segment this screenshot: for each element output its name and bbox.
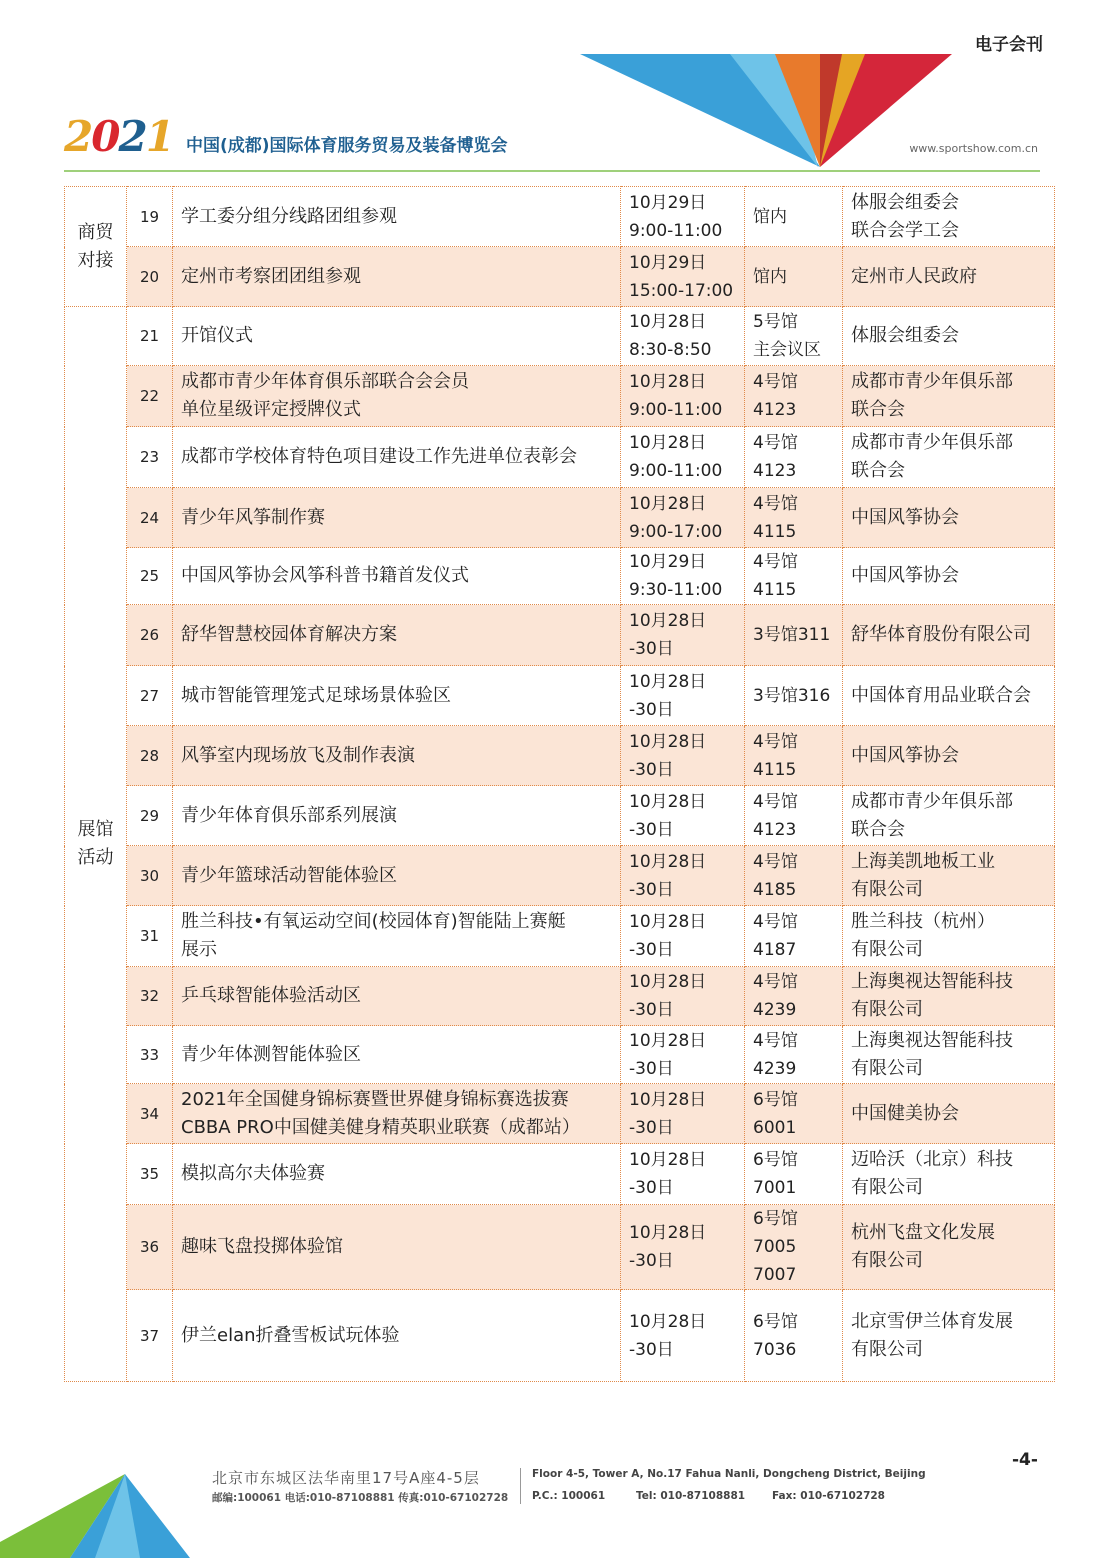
table-row <box>65 247 1055 307</box>
event-organizer: 中国风筝协会 <box>843 726 1055 786</box>
table-row <box>65 605 1055 666</box>
row-number: 35 <box>127 1144 173 1205</box>
event-organizer: 中国风筝协会 <box>843 488 1055 548</box>
event-organizer: 舒华体育股份有限公司 <box>843 605 1055 666</box>
event-venue: 4号馆 4185 <box>745 846 843 906</box>
event-name: 青少年体测智能体验区 <box>173 1026 621 1084</box>
address-en: Floor 4-5, Tower A, No.17 Fahua Nanli, Dongcheng District, Beijing <box>532 1468 926 1480</box>
event-organizer: 定州市人民政府 <box>843 247 1055 307</box>
event-organizer: 成都市青少年俱乐部 联合会 <box>843 366 1055 427</box>
event-organizer: 上海美凯地板工业 有限公司 <box>843 846 1055 906</box>
table-row <box>65 1144 1055 1205</box>
event-venue: 4号馆 4115 <box>745 726 843 786</box>
row-number: 36 <box>127 1205 173 1290</box>
table-row <box>65 967 1055 1026</box>
event-time: 10月28日 -30日 <box>621 605 745 666</box>
event-name: 风筝室内现场放飞及制作表演 <box>173 726 621 786</box>
event-time: 10月28日 -30日 <box>621 1290 745 1382</box>
event-name: 学工委分组分线路团组参观 <box>173 187 621 247</box>
footer-divider <box>520 1468 521 1504</box>
schedule-body <box>65 187 1055 1382</box>
row-number: 29 <box>127 786 173 846</box>
event-time: 10月28日 -30日 <box>621 1144 745 1205</box>
event-organizer: 成都市青少年俱乐部 联合会 <box>843 427 1055 488</box>
event-time: 10月28日 -30日 <box>621 967 745 1026</box>
event-time: 10月29日 15:00-17:00 <box>621 247 745 307</box>
event-name: 成都市学校体育特色项目建设工作先进单位表彰会 <box>173 427 621 488</box>
event-time: 10月28日 -30日 <box>621 786 745 846</box>
event-name: 定州市考察团团组参观 <box>173 247 621 307</box>
header-triangle-graphic <box>580 52 960 172</box>
row-number: 26 <box>127 605 173 666</box>
event-organizer: 胜兰科技（杭州） 有限公司 <box>843 906 1055 967</box>
event-venue: 4号馆 4123 <box>745 427 843 488</box>
table-row <box>65 1084 1055 1144</box>
event-organizer: 中国体育用品业联合会 <box>843 666 1055 726</box>
row-number: 30 <box>127 846 173 906</box>
event-name: 青少年篮球活动智能体验区 <box>173 846 621 906</box>
event-venue: 4号馆 4123 <box>745 786 843 846</box>
event-time: 10月29日 9:00-11:00 <box>621 187 745 247</box>
row-number: 24 <box>127 488 173 548</box>
row-number: 28 <box>127 726 173 786</box>
event-name: 青少年风筝制作赛 <box>173 488 621 548</box>
page-number: -4- <box>1012 1450 1038 1470</box>
event-venue: 馆内 <box>745 247 843 307</box>
event-venue: 6号馆 7036 <box>745 1290 843 1382</box>
table-row <box>65 427 1055 488</box>
event-time: 10月28日 -30日 <box>621 666 745 726</box>
website-text: www.sportshow.com.cn <box>909 142 1038 155</box>
event-venue: 4号馆 4123 <box>745 366 843 427</box>
event-venue: 4号馆 4115 <box>745 488 843 548</box>
tel-en: Tel: 010-87108881 <box>636 1490 746 1502</box>
event-time: 10月28日 -30日 <box>621 1084 745 1144</box>
logo-year: 2021 <box>64 112 173 161</box>
fax-en: Fax: 010-67102728 <box>772 1490 885 1502</box>
event-name: 伊兰elan折叠雪板试玩体验 <box>173 1290 621 1382</box>
header-divider <box>64 170 1040 172</box>
row-number: 34 <box>127 1084 173 1144</box>
event-time: 10月28日 -30日 <box>621 1205 745 1290</box>
event-time: 10月28日 9:00-11:00 <box>621 427 745 488</box>
event-time: 10月28日 -30日 <box>621 726 745 786</box>
event-name: 趣味飞盘投掷体验馆 <box>173 1205 621 1290</box>
table-row <box>65 786 1055 846</box>
row-number: 23 <box>127 427 173 488</box>
event-time: 10月29日 9:30-11:00 <box>621 548 745 605</box>
table-row <box>65 488 1055 548</box>
event-name: 城市智能管理笼式足球场景体验区 <box>173 666 621 726</box>
event-organizer: 杭州飞盘文化发展 有限公司 <box>843 1205 1055 1290</box>
event-organizer: 上海奥视达智能科技 有限公司 <box>843 967 1055 1026</box>
row-number: 31 <box>127 906 173 967</box>
event-name: 乒乓球智能体验活动区 <box>173 967 621 1026</box>
event-venue: 6号馆 7001 <box>745 1144 843 1205</box>
event-venue: 4号馆 4187 <box>745 906 843 967</box>
row-number: 25 <box>127 548 173 605</box>
event-name: 中国风筝协会风筝科普书籍首发仪式 <box>173 548 621 605</box>
table-row <box>65 726 1055 786</box>
row-number: 20 <box>127 247 173 307</box>
event-name: 模拟高尔夫体验赛 <box>173 1144 621 1205</box>
logo-title: 中国(成都)国际体育服务贸易及装备博览会 <box>186 136 508 156</box>
event-venue: 4号馆 4239 <box>745 1026 843 1084</box>
category-cell: 展馆 活动 <box>65 307 127 1382</box>
event-time: 10月28日 9:00-11:00 <box>621 366 745 427</box>
category-cell: 商贸 对接 <box>65 187 127 307</box>
event-name: 青少年体育俱乐部系列展演 <box>173 786 621 846</box>
event-organizer: 中国风筝协会 <box>843 548 1055 605</box>
row-number: 32 <box>127 967 173 1026</box>
footer-triangle-graphic <box>0 1472 200 1558</box>
event-venue: 5号馆 主会议区 <box>745 307 843 366</box>
event-time: 10月28日 -30日 <box>621 906 745 967</box>
table-row <box>65 846 1055 906</box>
row-number: 22 <box>127 366 173 427</box>
event-venue: 4号馆 4239 <box>745 967 843 1026</box>
event-organizer: 上海奥视达智能科技 有限公司 <box>843 1026 1055 1084</box>
table-row <box>65 1026 1055 1084</box>
event-venue: 馆内 <box>745 187 843 247</box>
row-number: 21 <box>127 307 173 366</box>
row-number: 37 <box>127 1290 173 1382</box>
event-name: 舒华智慧校园体育解决方案 <box>173 605 621 666</box>
schedule-table <box>64 186 1055 1382</box>
event-time: 10月28日 9:00-17:00 <box>621 488 745 548</box>
table-row <box>65 666 1055 726</box>
address-cn: 北京市东城区法华南里17号A座4-5层 <box>212 1469 480 1487</box>
event-name: 2021年全国健身锦标赛暨世界健身锦标赛选拔赛 CBBA PRO中国健美健身精英职业联赛（成都站） <box>173 1084 621 1144</box>
table-row <box>65 366 1055 427</box>
event-name: 成都市青少年体育俱乐部联合会会员 单位星级评定授牌仪式 <box>173 366 621 427</box>
event-venue: 4号馆 4115 <box>745 548 843 605</box>
event-venue: 3号馆311 <box>745 605 843 666</box>
event-name: 开馆仪式 <box>173 307 621 366</box>
table-row <box>65 307 1055 366</box>
event-organizer: 中国健美协会 <box>843 1084 1055 1144</box>
event-venue: 6号馆 7005 7007 <box>745 1205 843 1290</box>
event-organizer: 体服会组委会 <box>843 307 1055 366</box>
ezine-label: 电子会刊 <box>975 35 1043 55</box>
event-venue: 3号馆316 <box>745 666 843 726</box>
event-venue: 6号馆 6001 <box>745 1084 843 1144</box>
contact-cn: 邮编:100061 电话:010-87108881 传真:010-67102728 <box>212 1492 509 1504</box>
event-organizer: 迈哈沃（北京）科技 有限公司 <box>843 1144 1055 1205</box>
row-number: 19 <box>127 187 173 247</box>
table-row <box>65 906 1055 967</box>
event-time: 10月28日 8:30-8:50 <box>621 307 745 366</box>
event-name: 胜兰科技•有氧运动空间(校园体育)智能陆上赛艇 展示 <box>173 906 621 967</box>
event-organizer: 体服会组委会 联合会学工会 <box>843 187 1055 247</box>
table-row <box>65 187 1055 247</box>
table-row <box>65 548 1055 605</box>
row-number: 33 <box>127 1026 173 1084</box>
event-organizer: 成都市青少年俱乐部 联合会 <box>843 786 1055 846</box>
postcode-en: P.C.: 100061 <box>532 1490 606 1502</box>
event-time: 10月28日 -30日 <box>621 1026 745 1084</box>
event-time: 10月28日 -30日 <box>621 846 745 906</box>
row-number: 27 <box>127 666 173 726</box>
event-organizer: 北京雪伊兰体育发展 有限公司 <box>843 1290 1055 1382</box>
table-row <box>65 1205 1055 1290</box>
table-row <box>65 1290 1055 1382</box>
